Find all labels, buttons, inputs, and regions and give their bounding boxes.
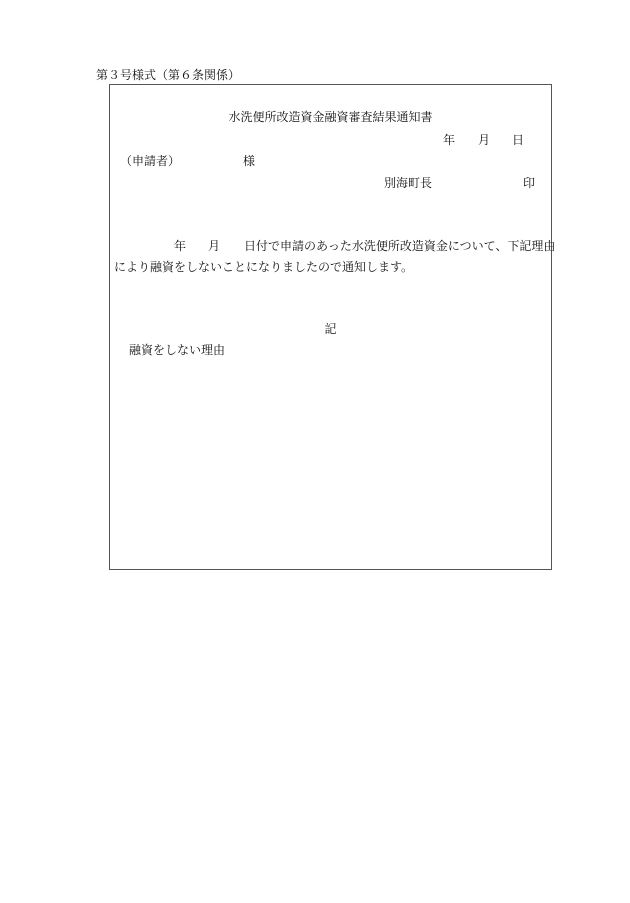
seal-mark: 印 <box>523 176 536 190</box>
date-year-label: 年 <box>443 133 456 147</box>
date-month-label: 月 <box>478 133 491 147</box>
applicant-honorific: 様 <box>243 154 256 168</box>
reason-label: 融資をしない理由 <box>129 343 226 357</box>
applicant-label: （申請者） <box>120 154 181 168</box>
ki-heading: 記 <box>324 322 337 336</box>
body-year-label: 年 <box>174 239 187 253</box>
body-text-line-1: 日付で申請のあった水洗便所改造資金について、下記理由 <box>244 239 556 253</box>
date-day-label: 日 <box>512 133 525 147</box>
issuer-title: 別海町長 <box>384 176 433 190</box>
document-title: 水洗便所改造資金融資審査結果通知書 <box>228 110 433 124</box>
body-text-line-2: により融資をしないことになりましたので通知します。 <box>114 260 414 274</box>
form-number-label: 第３号様式（第６条関係） <box>96 68 241 82</box>
body-month-label: 月 <box>208 239 221 253</box>
